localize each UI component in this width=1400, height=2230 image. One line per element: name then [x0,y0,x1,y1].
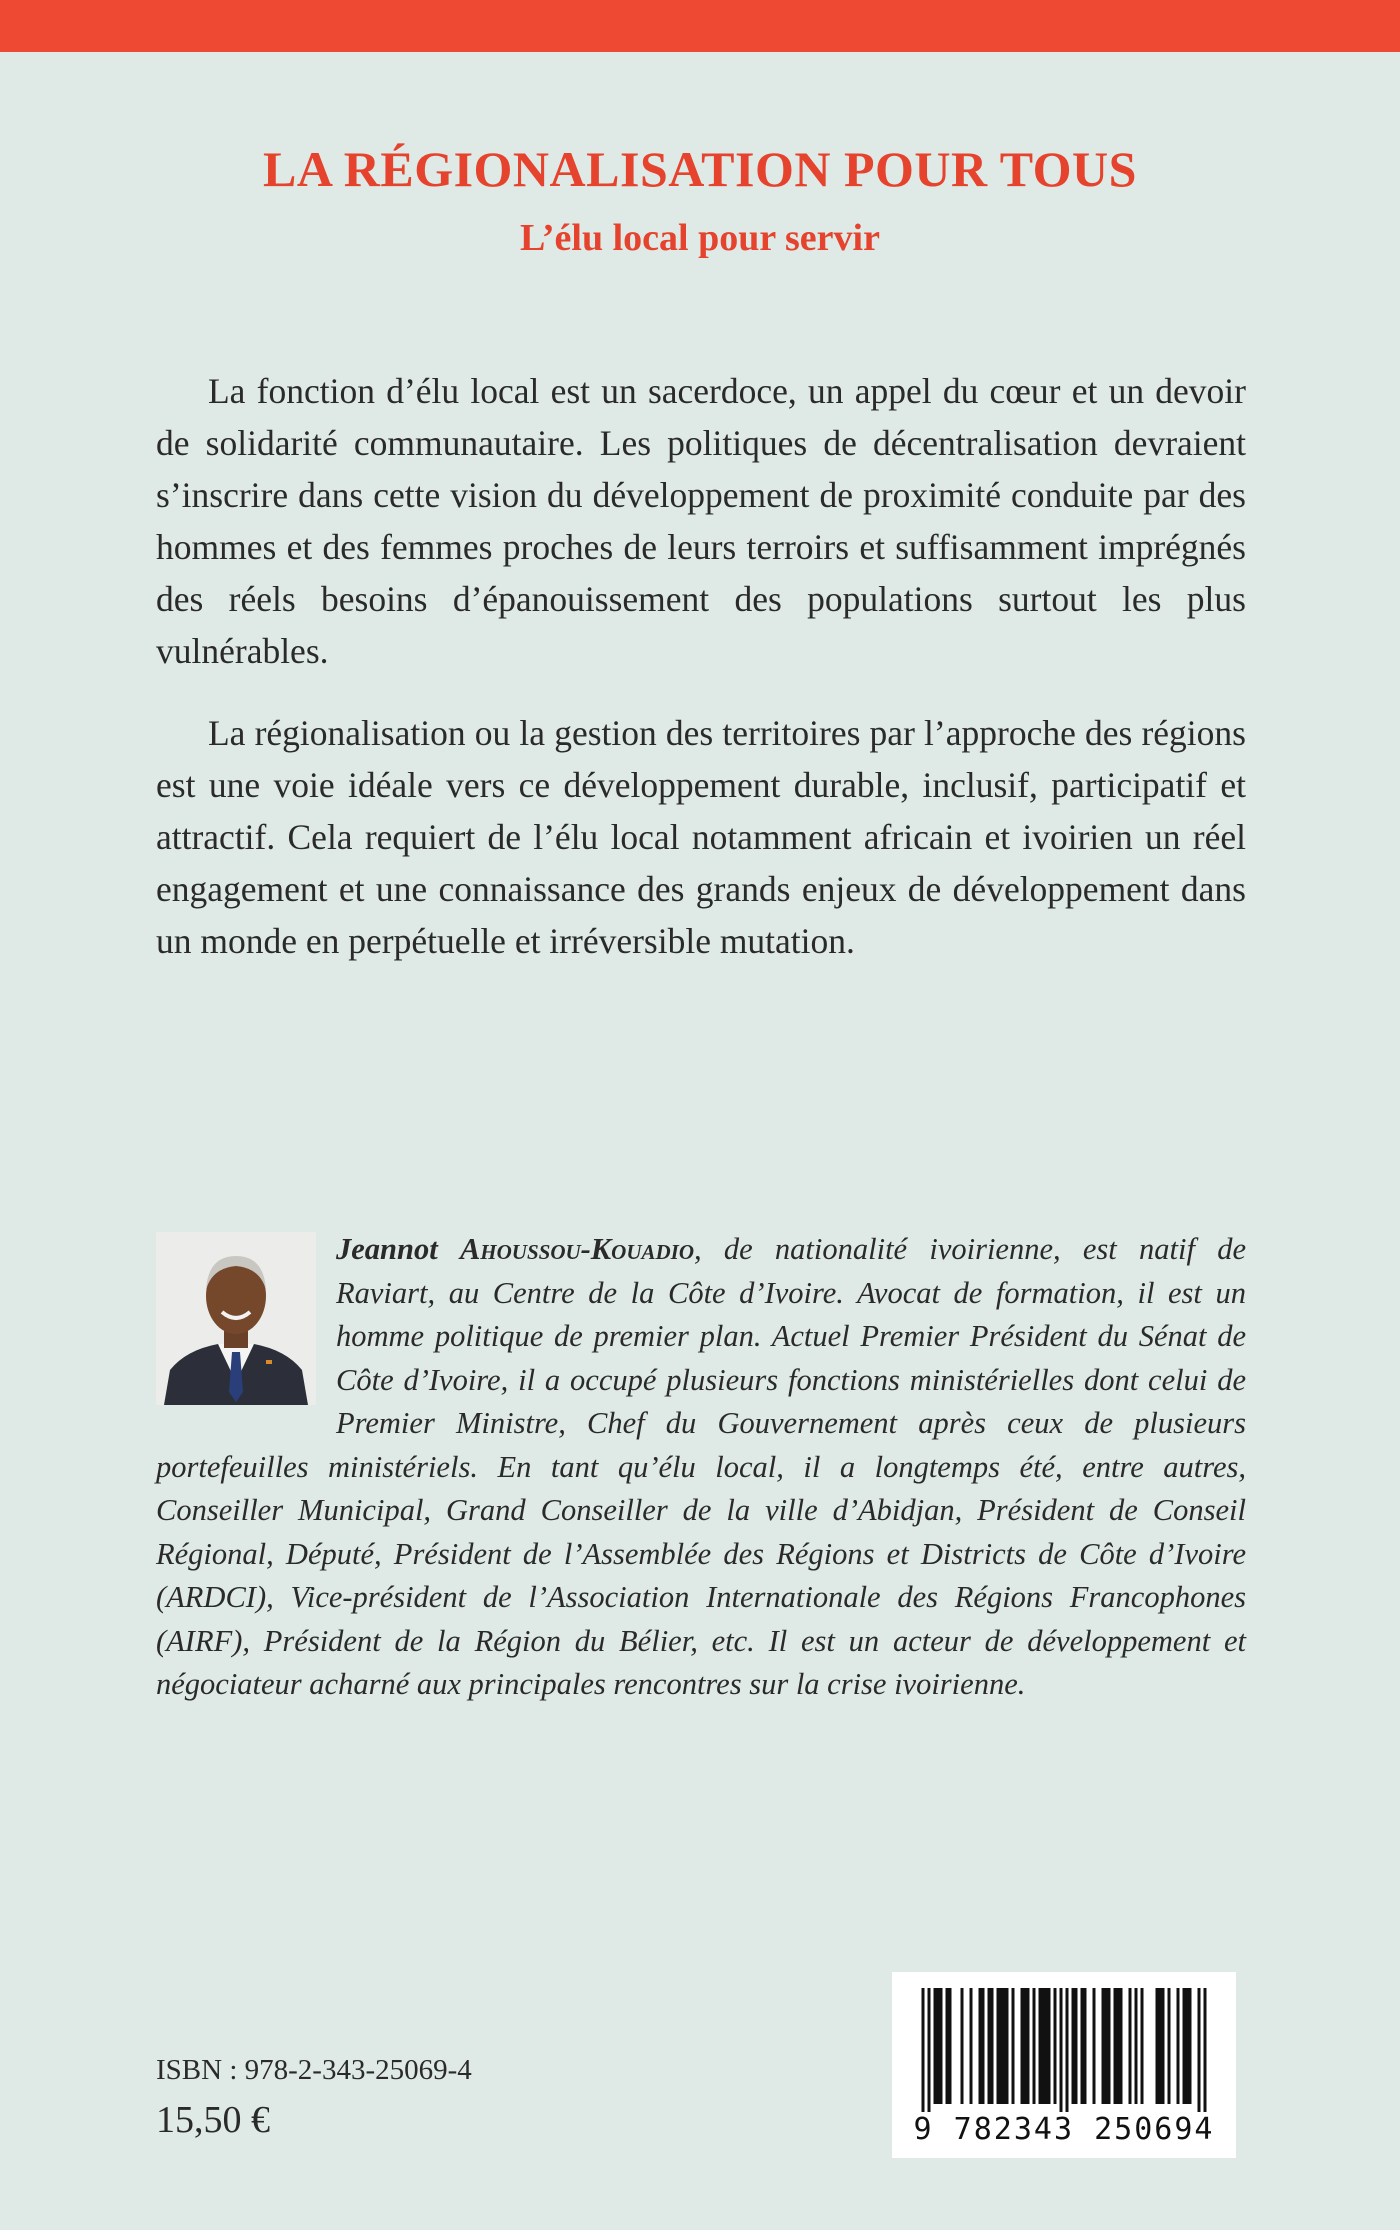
barcode-bar [1189,1988,1192,2104]
barcode-bar [1066,1988,1069,2112]
barcode-bar [949,1988,952,2104]
barcode-bar [1156,1988,1159,2104]
barcode-bar [1129,1988,1132,2104]
barcode-bar [1204,1988,1207,2112]
barcode-bar [1159,1988,1162,2104]
barcode-bar [1048,1988,1051,2104]
barcode-bar [1060,1988,1063,2112]
summary-text [156,365,1246,997]
book-subtitle: L’élu local pour servir [520,217,880,259]
barcode-digits: 9 782343 250694 [913,2112,1215,2147]
barcode-bar [1012,1988,1015,2104]
barcode-bar [1006,1988,1009,2104]
barcode-bars [892,1972,1236,2112]
barcode-bar [1072,1988,1075,2104]
price: 15,50 € [156,2099,270,2141]
barcode-bar [961,1988,964,2104]
barcode-bar [982,1988,985,2104]
barcode-bar [1198,1988,1201,2112]
barcode-bar [1162,1988,1165,2104]
barcode-bar [1102,1988,1105,2104]
photo-wrap-space [156,1228,336,1408]
barcode-bar [1042,1988,1045,2104]
barcode-bar [1075,1988,1078,2104]
barcode-bar [997,1988,1000,2104]
barcode-bar [1108,1988,1111,2104]
barcode-bar [946,1988,949,2104]
barcode-bar [1039,1988,1042,2104]
book-title: LA RÉGIONALISATION POUR TOUS [263,141,1137,197]
summary-paragraph: La fonction d’élu local est un sacerdoce, un appel du cœur et un devoir de solidarité communautaire. Les politiques de décentralisation devraient s’inscrire dans cette vision du développement de proximité conduite par des hommes et des femmes proches de leurs terroirs et suffisamment imprégnés des réels besoins d’épanouissement des populations surtout les plus vulnérables. [156,371,1246,671]
barcode-bar [979,1988,982,2104]
barcode-bar [1024,1988,1027,2104]
barcode-bar [937,1988,940,2104]
top-color-band [0,0,1400,52]
barcode-bar [928,1988,931,2112]
barcode-bar [1141,1988,1144,2104]
barcode-bar [1093,1988,1096,2104]
author-bio [156,1228,1246,1707]
barcode-bar [1084,1988,1087,2104]
barcode-bar [988,1988,991,2104]
barcode-bar [1105,1988,1108,2104]
barcode-bar [1114,1988,1117,2104]
barcode-bar [1168,1988,1171,2104]
author-first-name: Jeannot [336,1232,438,1266]
barcode-bar [940,1988,943,2104]
barcode-bar [922,1988,925,2112]
barcode-bar [1120,1988,1123,2104]
summary-paragraph: La régionalisation ou la gestion des territoires par l’approche des régions est une voie idéale vers ce développement durable, inclusif, participatif et attractif. Cela requiert de l’élu local notamment africain et ivoirien un réel engagement et une connaissance des grands enjeux de développement dans un monde en perpétuelle et irréversible mutation. [156,713,1246,961]
barcode-bar [1186,1988,1189,2104]
barcode-bar [1135,1988,1138,2104]
barcode-bar [1027,1988,1030,2104]
barcode-bar [1117,1988,1120,2104]
author-last-name: Ahoussou-Kouadio [459,1232,694,1266]
barcode-bar [1183,1988,1186,2104]
barcode [892,1972,1236,2158]
barcode-bar [1054,1988,1057,2104]
barcode-bar [934,1988,937,2104]
barcode-bar [1021,1988,1024,2104]
barcode-bar [1033,1988,1036,2104]
barcode-bar [1000,1988,1003,2104]
barcode-bar [1177,1988,1180,2104]
barcode-bar [970,1988,973,2104]
barcode-bar [1003,1988,1006,2104]
barcode-bar [1081,1988,1084,2104]
barcode-bar [1045,1988,1048,2104]
barcode-bar [991,1988,994,2104]
author-bio-text: , de nationalité ivoirienne, est natif de Raviart, au Centre de la Côte d’Ivoire. Avocat de formation, il est un homme politique de premier plan. Actuel Premier Président du Sénat de Côte d’Ivoire, il a occupé plusieurs fonctions ministérielles dont celui de Premier Ministre, Chef du Gouvernement après ceux de plusieurs portefeuilles ministériels. En tant qu’élu local, il a longtemps été, entre autres, Conseiller Municipal, Grand Conseiller de la ville d’Abidjan, Président de Conseil Régional, Député, Président de l’Assemblée des Régions et Districts de Côte d’Ivoire (ARDCI), Vice-président de l’Association Internationale des Régions Francophones (AIRF), Président de la Région du Bélier, etc. Il est un acteur de développement et négociateur acharné aux principales rencontres sur la crise ivoirienne. [156,1232,1247,1701]
isbn: ISBN : 978-2-343-25069-4 [156,2054,472,2086]
